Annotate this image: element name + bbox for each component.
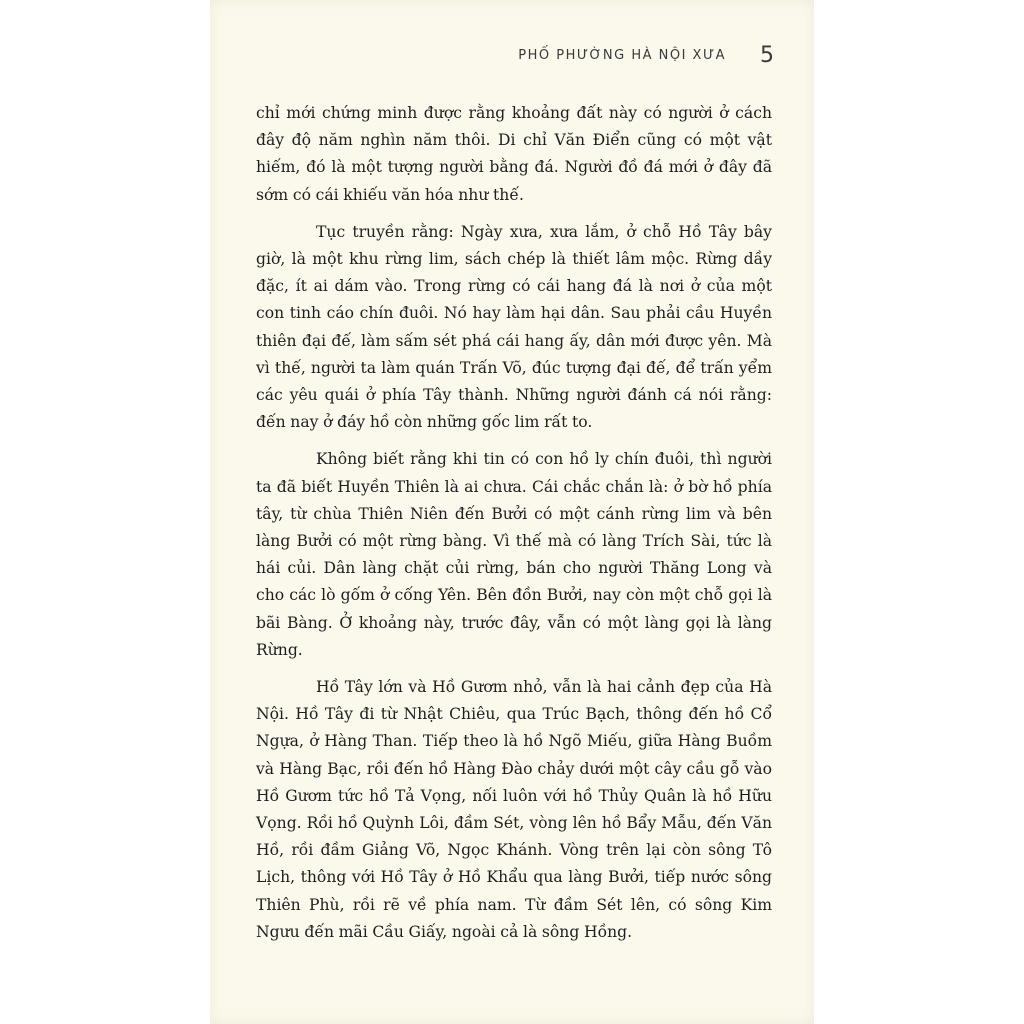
page-header <box>518 40 774 70</box>
paragraph-2: Tục truyền rằng: Ngày xưa, xưa lắm, ở chỗ Hồ Tây bây giờ, là một khu rừng lim, sách chép là thiết lâm mộc. Rừng dầy đặc, ít ai dám vào. Trong rừng có cái hang đá là nơi ở của một con tinh cáo chín đuôi. Nó hay làm hại dân. Sau phải cầu Huyền thiên đại đế, làm sấm sét phá cái hang ấy, dân mới được yên. Mà vì thế, người ta làm quán Trấn Võ, đúc tượng đại đế, để trấn yểm các yêu quái ở phía Tây thành. Những người đánh cá nói rằng: đến nay ở đáy hồ còn những gốc lim rất to. <box>256 222 772 432</box>
paragraph-3: Không biết rằng khi tin có con hồ ly chín đuôi, thì người ta đã biết Huyền Thiên là ai chưa. Cái chắc chắn là: ở bờ hồ phía tây, từ chùa Thiên Niên đến Bưởi có một cánh rừng lim và bên làng Bưởi có một rừng bàng. Vì thế mà có làng Trích Sài, tức là hái củi. Dân làng chặt củi rừng, bán cho người Thăng Long và cho các lò gốm ở cống Yên. Bên đồn Bưởi, nay còn một chỗ gọi là bãi Bàng. Ở khoảng này, trước đây, vẫn có một làng gọi là làng Rừng. <box>256 450 772 659</box>
paragraph-4: Hồ Tây lớn và Hồ Gươm nhỏ, vẫn là hai cảnh đẹp của Hà Nội. Hồ Tây đi từ Nhật Chiêu, qua Trúc Bạch, thông đến hồ Cổ Ngựa, ở Hàng Than. Tiếp theo là hồ Ngõ Miếu, giữa Hàng Buồm và Hàng Bạc, rồi đến hồ Hàng Đào chảy dưới một cây cầu gỗ vào Hồ Gươm tức hồ Tả Vọng, nối luôn với hồ Thủy Quân là hồ Hữu Vọng. Rồi hồ Quỳnh Lôi, đầm Sét, vòng lên hồ Bẩy Mẫu, đến Văn Hồ, rồi đầm Giảng Võ, Ngọc Khánh. Vòng trên lại còn sông Tô Lịch, thông với Hồ Tây ở Hồ Khẩu qua làng Bưởi, tiếp nước sông Thiên Phù, rồi rẽ về phía nam. Từ đầm Sét lên, có sông Kim Ngưu đến mãi Cầu Giấy, ngoài cả là sông Hồng. <box>256 678 772 941</box>
book-page <box>210 0 814 1024</box>
page-number: 5 <box>760 42 774 68</box>
paragraph-1: chỉ mới chứng minh được rằng khoảng đất này có người ở cách đây độ năm nghìn năm thôi. Di chỉ Văn Điển cũng có một vật hiếm, đó là một tượng người bằng đá. Người đồ đá mới ở đây đã sớm có cái khiếu văn hóa như thế. <box>256 104 772 204</box>
page-body <box>256 100 772 946</box>
running-title: PHỐ PHƯỜNG HÀ NỘI XƯA <box>518 47 726 63</box>
